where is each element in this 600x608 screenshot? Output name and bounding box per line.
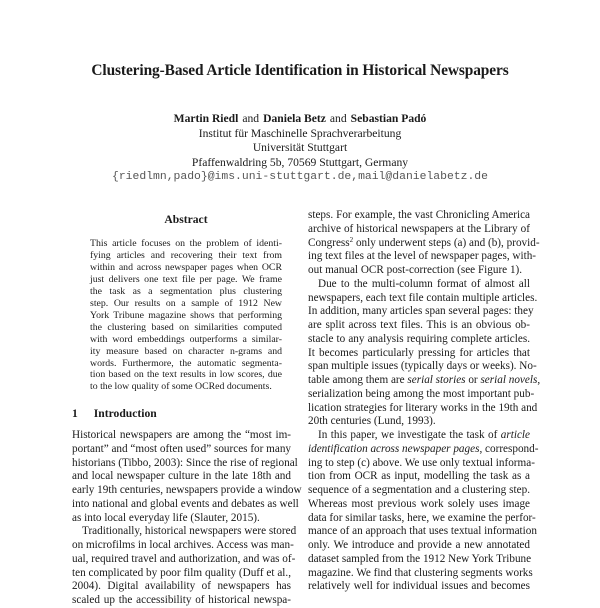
body-text-line: stacle to any analysis requiring complete articles. — [308, 332, 530, 345]
body-text-line: portant” and “most often used” sources for many — [72, 442, 292, 455]
author-name: Sebastian Padó — [350, 112, 427, 125]
body-text-line: Whereas most previous work solely uses image — [308, 497, 530, 510]
abstract-heading: Abstract — [164, 213, 208, 226]
body-text-line: span multiple issues (typically days or weeks). No- — [308, 360, 537, 373]
abstract-line: ity measure based on character n-grams and — [90, 345, 282, 357]
body-text-line: dataset sampled from the 1912 New York Tribune — [308, 552, 532, 565]
body-text-line: historians (Tibbo, 2003): Since the rise of regional — [72, 456, 298, 469]
abstract-line: the task as a segmentation plus clustering — [90, 285, 282, 297]
body-text-line: tion from OCR as input, modelling the task as a — [308, 470, 530, 483]
body-text-line: ing to step (c) above. We use only textual informa- — [308, 456, 535, 469]
abstract-line: with word embeddings outperforms a similar- — [90, 333, 282, 345]
body-text-line: ual, required travel and authorization, and was of- — [72, 552, 296, 565]
body-text-line: mance of an approach that uses textual information — [308, 525, 537, 538]
section-title: Introduction — [93, 407, 157, 420]
author-list — [0, 111, 600, 126]
body-text-line: archive of historical newspapers at the Library of — [308, 222, 530, 235]
body-text-line: scaled up the accessibility of historical newspa- — [72, 594, 291, 606]
body-text-line: serialization being among the most important pub- — [308, 387, 535, 400]
body-text-line: 2004). Digital availability of newspapers has — [72, 580, 291, 593]
body-text-line: data for similar tasks, here, we examine the perfor- — [308, 511, 536, 524]
abstract-line: the clustering based on similarities computed — [90, 321, 282, 333]
body-text-line: early 19th centuries, newspapers provide a window — [72, 484, 302, 496]
body-text-line: steps. For example, the vast Chronicling America — [308, 209, 530, 221]
body-text-line: In this paper, we investigate the task of article — [318, 429, 530, 441]
abstract-line: step. Our results on a sample of 1912 New — [90, 297, 282, 309]
affiliation-institute: Institut für Maschinelle Sprachverarbeitung — [198, 127, 402, 140]
body-text-line: identification across newspaper pages, correspond- — [308, 442, 539, 455]
body-text-line: into national and global events and debates as well — [72, 497, 299, 510]
abstract-line: This article focuses on the problem of identi- — [90, 238, 282, 249]
author-email: {riedlmn,pado}@ims.uni-stuttgart.de,mail@danielabetz.de — [112, 171, 488, 183]
section-heading-introduction — [72, 407, 157, 420]
body-text-line: are split across text files. This is an obvious ob- — [308, 319, 530, 331]
body-text-line: Historical newspapers are among the “most im- — [72, 429, 291, 441]
author-separator: and — [329, 112, 347, 125]
affiliation-university: Universität Stuttgart — [252, 141, 348, 154]
body-text-line: 20th centuries (Lund, 1993). — [308, 415, 436, 428]
body-text-line: on microfilms in local archives. Access was man- — [72, 539, 294, 551]
emphasized-term: serial stories — [407, 374, 466, 386]
body-text-line: sequence of a segmentation and a clustering step. — [308, 484, 530, 496]
body-text-line: magazine. We find that clustering segments works — [308, 566, 533, 579]
emphasized-term: identification across newspaper pages — [308, 442, 480, 455]
footnote-marker: 2 — [349, 235, 354, 244]
abstract-body — [90, 238, 282, 393]
abstract-line: to the low quality of some OCRed documents. — [90, 381, 272, 393]
abstract-line: words. Furthermore, the automatic segmenta- — [90, 357, 282, 369]
body-text-line: relatively well for individual issues and becomes — [308, 580, 530, 593]
left-column-text — [72, 429, 302, 608]
abstract-line: York Tribune magazine shows that performing — [90, 309, 282, 321]
body-text-line: only. We introduce and provide a new annotated — [308, 539, 530, 551]
author-separator: and — [242, 112, 260, 125]
emphasized-term: article — [500, 429, 530, 441]
body-text-line: It becomes particularly pressing for articles that — [308, 346, 530, 359]
abstract-line: fying articles and recovering their text from — [90, 249, 282, 261]
abstract-line: tion based on the text results in low scores, due — [90, 369, 282, 381]
body-text-line: and local newspaper culture in the late 18th and — [72, 470, 291, 483]
body-text-line: Congress$^2$ only underwent steps (a) and (b), provid- — [308, 235, 540, 249]
right-column-text — [308, 209, 541, 594]
paper-title: Clustering-Based Article Identification in Historical Newspapers — [91, 62, 509, 79]
body-text-line: ten complicated by poor film quality (Duff et al., — [72, 566, 291, 579]
author-name: Daniela Betz — [263, 112, 326, 125]
author-name: Martin Riedl — [173, 112, 239, 125]
body-text-line: out manual OCR post-correction (see Figure 1). — [308, 264, 523, 276]
body-text-line: table among them are serial stories or serial novels, — [308, 374, 541, 386]
abstract-line: just delivers one text file per page. We frame — [90, 273, 282, 285]
body-text-line: Traditionally, historical newspapers were stored — [82, 525, 297, 538]
body-text-line: ing text files at the level of newspaper pages, with- — [308, 250, 537, 263]
abstract-line: within and across newspaper pages when OCR — [90, 261, 282, 273]
section-number: 1 — [72, 407, 78, 420]
body-text-line: In addition, many articles span several pages: they — [308, 305, 534, 318]
emphasized-term: serial novels — [480, 374, 538, 386]
body-text-line: Due to the multi-column format of almost all — [318, 277, 530, 290]
body-text-line: as into local everyday life (Slauter, 2015). — [72, 511, 260, 524]
affiliation-address: Pfaffenwaldring 5b, 70569 Stuttgart, Germany — [191, 156, 409, 169]
body-text-line: lication strategies for literary works in the 19th and — [308, 401, 538, 414]
body-text-line: newspapers, each text file contain multiple articles. — [308, 291, 538, 304]
